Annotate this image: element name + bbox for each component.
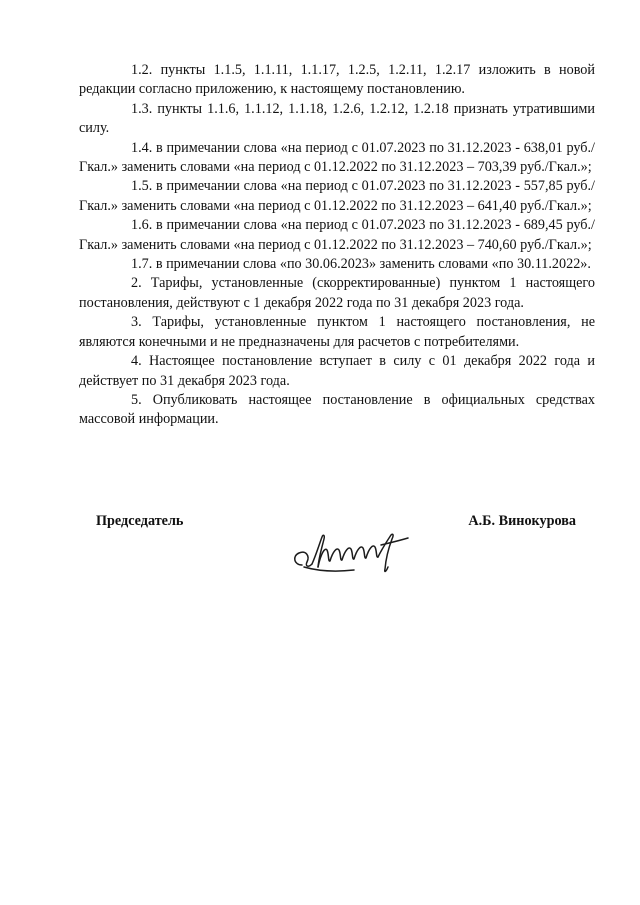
signature-block	[96, 513, 576, 583]
paragraph-1-4: 1.4. в примечании слова «на период с 01.07.2023 по 31.12.2023 - 638,01 руб./Гкал.» заменить словами «на период с 01.12.2022 по 31.12.2023 – 703,39 руб./Гкал.»;	[79, 139, 595, 176]
paragraph-3: 3. Тарифы, установленные пунктом 1 настоящего постановления, не являются конечными и не предназначены для расчетов с потребителями.	[79, 314, 595, 350]
paragraph-1-3: 1.3. пункты 1.1.6, 1.1.12, 1.1.18, 1.2.6, 1.2.12, 1.2.18 признать утратившими силу.	[79, 100, 595, 137]
paragraph-1-2: 1.2. пункты 1.1.5, 1.1.11, 1.1.17, 1.2.5, 1.2.11, 1.2.17 изложить в новой редакции согласно приложению, к настоящему постановлению.	[79, 62, 595, 98]
handwritten-signature	[288, 525, 418, 581]
paragraph-1-7: 1.7. в примечании слова «по 30.06.2023» заменить словами «по 30.11.2022».	[131, 256, 591, 273]
paragraph-4: 4. Настоящее постановление вступает в силу с 01 декабря 2022 года и действует по 31 декабря 2023 года.	[79, 353, 595, 389]
signatory-name: А.Б. Винокурова	[468, 513, 576, 529]
paragraph-5: 5. Опубликовать настоящее постановление в официальных средствах массовой информации.	[79, 391, 595, 428]
paragraph-1-5: 1.5. в примечании слова «на период с 01.07.2023 по 31.12.2023 - 557,85 руб./Гкал.» заменить словами «на период с 01.12.2022 по 31.12.2023 – 641,40 руб./Гкал.»;	[79, 178, 595, 214]
signatory-role: Председатель	[96, 513, 184, 529]
document-body	[79, 61, 595, 430]
paragraph-1-6: 1.6. в примечании слова «на период с 01.07.2023 по 31.12.2023 - 689,45 руб./Гкал.» заменить словами «на период с 01.12.2022 по 31.12.2023 – 740,60 руб./Гкал.»;	[79, 217, 595, 253]
paragraph-2: 2. Тарифы, установленные (скорректированные) пунктом 1 настоящего постановления, действуют с 1 декабря 2022 года по 31 декабря 2023 года.	[79, 275, 595, 311]
